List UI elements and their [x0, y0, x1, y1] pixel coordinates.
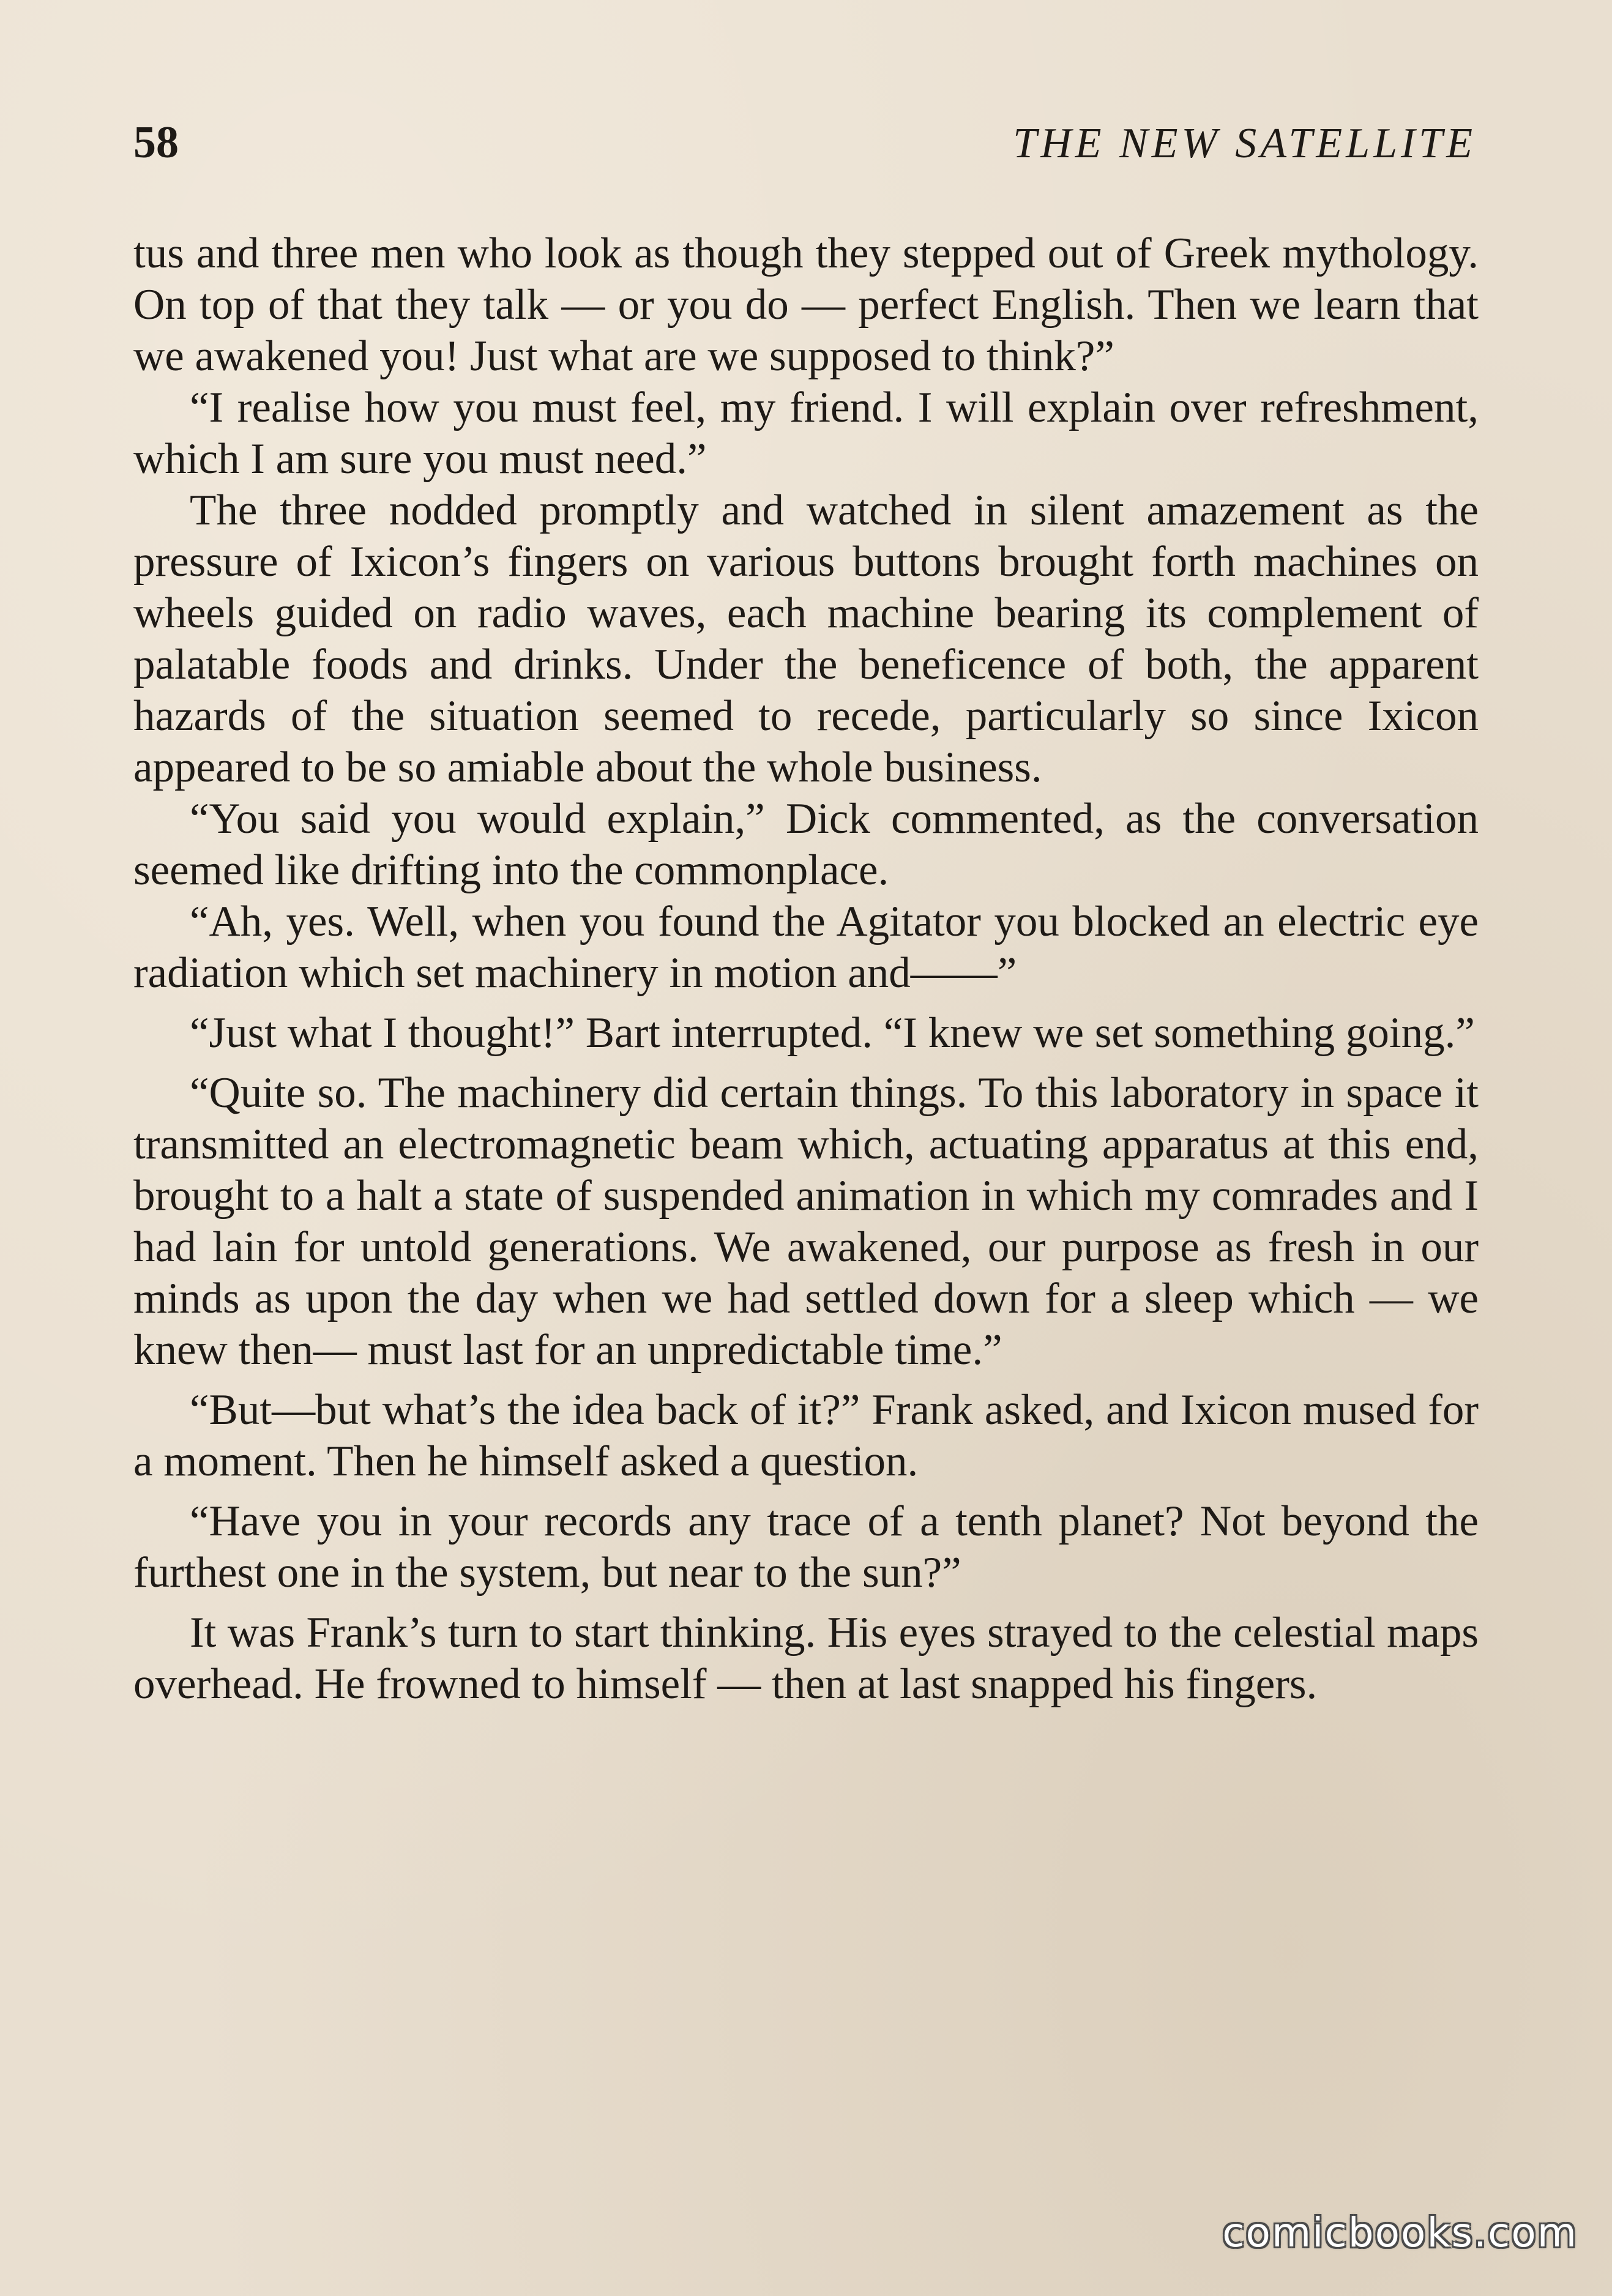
paragraph: “But—but what’s the idea back of it?” Frank asked, and Ixicon mused for a moment. Then he himself asked a question.: [133, 1386, 1479, 1485]
body-text: [133, 228, 1479, 1710]
paragraph: It was Frank’s turn to start thinking. His eyes strayed to the celestial maps overhead. He frowned to himself — then at last snapped his fingers.: [133, 1609, 1479, 1708]
paragraph: “Have you in your records any trace of a tenth planet? Not beyond the furthest one in the system, but near to the sun?”: [133, 1497, 1479, 1597]
watermark: comicbooks.com: [1222, 2209, 1578, 2256]
paragraph: “Quite so. The machinery did certain things. To this laboratory in space it transmitted an electromagnetic beam which, actuating apparatus at this end, brought to a halt a state of suspended animation in which my comrades and I had lain for untold generations. We awakened, our purpose as fresh in our minds as upon the day when we had settled down for a sleep which — we knew then— must last for an unpredictable time.”: [133, 1069, 1479, 1374]
paragraph: “Ah, yes. Well, when you found the Agitator you blocked an electric eye radiation which set machinery in motion and——”: [133, 898, 1479, 997]
paragraph: “I realise how you must feel, my friend. I will explain over refreshment, which I am sure you must need.”: [133, 384, 1479, 483]
paragraph: tus and three men who look as though they stepped out of Greek mythology. On top of that they talk — or you do — perfect English. Then we learn that we awakened you! Just what are we supposed to think?”: [133, 229, 1479, 380]
paragraph: The three nodded promptly and watched in silent amazement as the pressure of Ixicon’s fingers on various buttons brought forth machines on wheels guided on radio waves, each machine bearing its complement of palatable foods and drinks. Under the beneficence of both, the apparent hazards of the situation seemed to recede, particularly so since Ixicon appeared to be so amiable about the whole business.: [133, 486, 1479, 791]
running-title: THE NEW SATELLITE: [1013, 120, 1476, 167]
paragraph: “You said you would explain,” Dick commented, as the conversation seemed like drifting into the commonplace.: [133, 795, 1479, 894]
paragraph: “Just what I thought!” Bart interrupted. “I knew we set something going.”: [190, 1009, 1475, 1057]
page-number: 58: [133, 117, 179, 168]
